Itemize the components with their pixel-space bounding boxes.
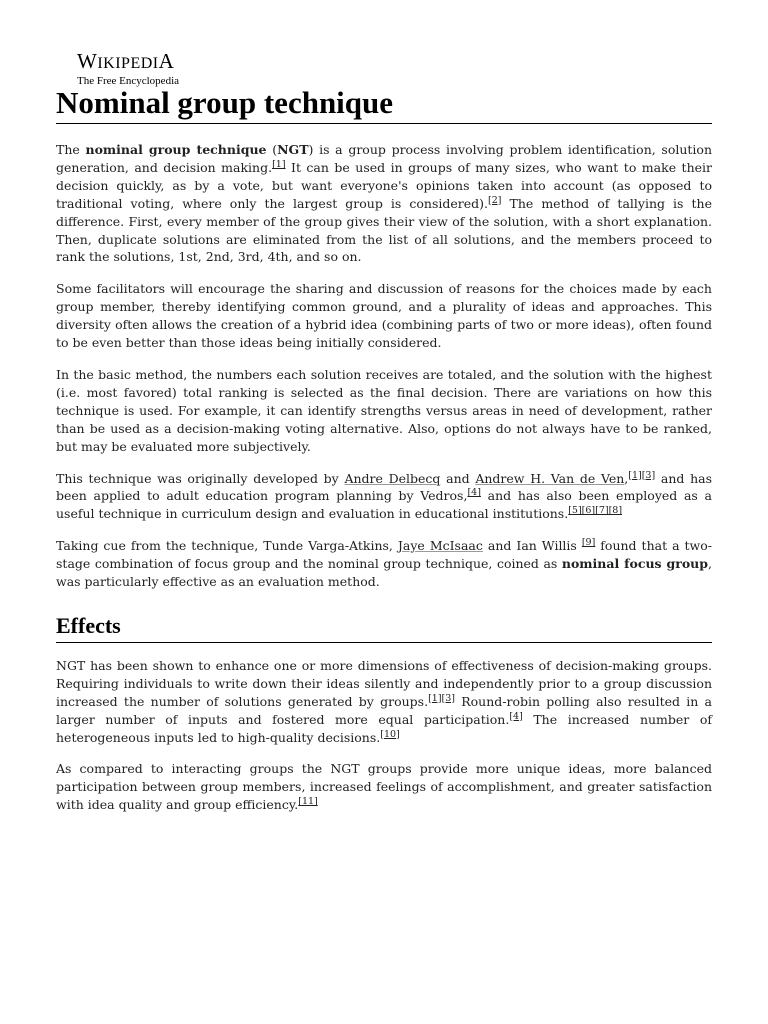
wikipedia-tagline: The Free Encyclopedia bbox=[77, 75, 180, 87]
link-andre-delbecq[interactable]: Andre Delbecq bbox=[344, 470, 441, 486]
paragraph-effects-1: NGT has been shown to enhance one or more dimensions of effectiveness of decision-making groups. Requiring individuals to write down their ideas silently and independently prior to a group discussion increased the number of solutions generated by groups.[1][3] Round-robin polling also resulted in a larger number of inputs and fostered more equal participation.[4] The increased number of heterogeneous inputs led to high-quality decisions.[10] bbox=[56, 657, 712, 745]
citation-link[interactable]: [1][3] bbox=[628, 469, 656, 481]
link-jaye-mcisaac[interactable]: Jaye McIsaac bbox=[397, 538, 483, 554]
paragraph-origin: This technique was originally developed by Andre Delbecq and Andrew H. Van de Ven,[1][3] and has been applied to adult education program planning by Vedros,[4] and has also been employed as a useful technique in curriculum design and evaluation in educational institutions.[5][6][7][8] bbox=[56, 469, 713, 522]
link-andrew-van-de-ven[interactable]: Andrew H. Van de Ven bbox=[475, 470, 625, 486]
wikipedia-logo[interactable] bbox=[77, 51, 179, 87]
citation-link[interactable]: [1][3] bbox=[428, 692, 455, 704]
article-body bbox=[56, 141, 712, 828]
citation-link[interactable]: [9] bbox=[581, 537, 596, 549]
paragraph-nominal-focus-group: Taking cue from the technique, Tunde Varga-Atkins, Jaye McIsaac and Ian Willis [9] found that a two-stage combination of focus group and the nominal group technique, coined as nominal focus group, was particularly effective as an evaluation method. bbox=[56, 537, 713, 590]
section-heading-effects: Effects bbox=[56, 612, 121, 638]
citation-link[interactable]: [2] bbox=[487, 194, 502, 206]
paragraph-intro: The nominal group technique (NGT) is a group process involving problem identification, solution generation, and decision making.[1] It can be used in groups of many sizes, who want to make their decision quickly, as by a vote, but want everyone's opinions taken into account (as opposed to traditional voting, where only the largest group is considered).[2] The method of tallying is the difference. First, every member of the group gives their view of the solution, with a short explanation. Then, duplicate solutions are eliminated from the list of all solutions, and the members proceed to rank the solutions, 1st, 2nd, 3rd, 4th, and so on. bbox=[56, 142, 713, 265]
title-divider bbox=[56, 123, 712, 124]
paragraph-basic-method: In the basic method, the numbers each solution receives are totaled, and the solution with the highest (i.e. most favored) total ranking is selected as the final decision. There are variations on how this technique is used. For example, it can identify strengths versus areas in need of development, rather than be used as a decision-making voting alternative. Also, options do not always have to be ranked, but may be evaluated more subjectively. bbox=[56, 366, 712, 454]
citation-link[interactable]: [10] bbox=[380, 728, 400, 740]
paragraph-facilitators: Some facilitators will encourage the sharing and discussion of reasons for the choices made by each group member, thereby identifying common ground, and a plurality of ideas and approaches. This diversity often allows the creation of a hybrid idea (combining parts of two or more ideas), often found to be even better than those ideas being initially considered. bbox=[56, 281, 712, 351]
citation-link[interactable]: [4] bbox=[467, 487, 481, 499]
wikipedia-wordmark: WIKIPEDIA bbox=[77, 49, 175, 73]
page-title: Nominal group technique bbox=[56, 85, 394, 120]
citation-link[interactable]: [4] bbox=[509, 710, 523, 722]
paragraph-effects-2: As compared to interacting groups the NGT groups provide more unique ideas, more balanced participation between group members, increased feelings of accomplishment, and greater satisfaction with idea quality and group efficiency.[11] bbox=[56, 761, 712, 813]
section-divider bbox=[56, 642, 712, 643]
citation-link[interactable]: [11] bbox=[298, 796, 318, 808]
citation-link[interactable]: [5][6][7][8] bbox=[568, 505, 623, 517]
citation-link[interactable]: [1] bbox=[272, 158, 286, 170]
